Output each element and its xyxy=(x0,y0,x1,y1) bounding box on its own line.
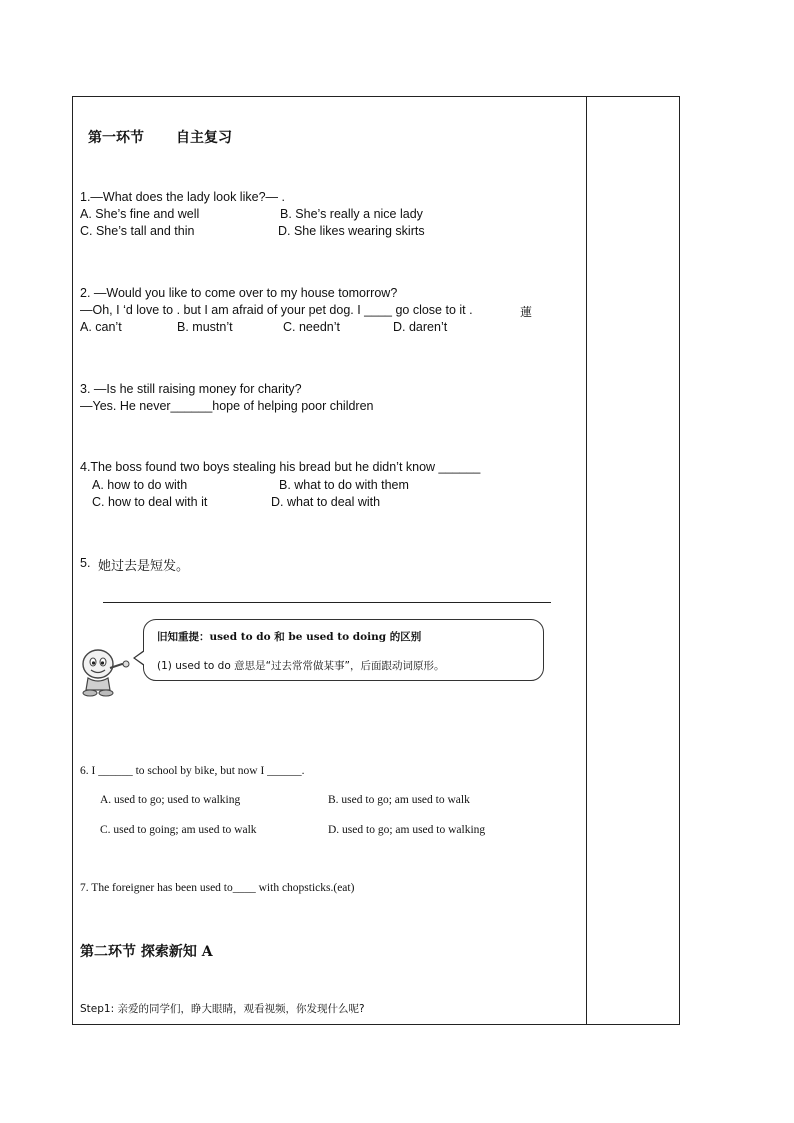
q2-mark: 蓮 xyxy=(520,305,533,319)
q6-option-d: D. used to go; am used to walking xyxy=(328,824,486,836)
mascot-icon xyxy=(80,646,134,698)
q1-option-b: B. She’s really a nice lady xyxy=(280,207,423,221)
section1-title: 自主复习 xyxy=(176,130,232,146)
q6-option-c: C. used to going; am used to walk xyxy=(100,824,257,836)
q1-stem: 1.—What does the lady look like?— . xyxy=(80,190,285,204)
q6-option-a: A. used to go; used to walking xyxy=(100,794,241,806)
q4-option-a: A. how to do with xyxy=(92,478,188,492)
q6-stem: 6. I ______ to school by bike, but now I ______. xyxy=(80,765,305,777)
column-divider xyxy=(586,96,587,1025)
q2-option-b: B. mustn’t xyxy=(177,320,233,334)
tip-title: 旧知重提：used to do 和 be used to doing 的区别 xyxy=(157,631,422,643)
q1-option-d: D. She likes wearing skirts xyxy=(278,224,425,238)
q2-option-a: A. can’t xyxy=(80,320,122,334)
q5-text: 她过去是短发。 xyxy=(98,559,190,574)
q7-text: 7. The foreigner has been used to____ with chopsticks.(eat) xyxy=(80,882,355,894)
q1-option-a: A. She’s fine and well xyxy=(80,207,200,221)
q1-option-c: C. She’s tall and thin xyxy=(80,224,195,238)
q4-stem: 4.The boss found two boys stealing his bread but he didn’t know ______ xyxy=(80,460,481,474)
q2-stem-line2: —Oh, I ‘d love to . but I am afraid of your pet dog. I ____ go close to it . xyxy=(80,303,473,317)
q5-number: 5. xyxy=(80,556,91,570)
q3-stem-line1: 3. —Is he still raising money for charity? xyxy=(80,382,302,396)
q3-stem-line2: —Yes. He never______hope of helping poor children xyxy=(80,399,374,413)
q4-option-c: C. how to deal with it xyxy=(92,495,208,509)
bubble-tail-fill xyxy=(135,651,145,665)
section2-title: 第二环节 探索新知 A xyxy=(80,944,213,960)
q4-option-b: B. what to do with them xyxy=(279,478,409,492)
q4-option-d: D. what to deal with xyxy=(271,495,381,509)
q2-option-d: D. daren’t xyxy=(393,320,448,334)
q2-option-c: C. needn’t xyxy=(283,320,340,334)
q6-option-b: B. used to go; am used to walk xyxy=(328,794,470,806)
tip-body: (1) used to do 意思是“过去常常做某事”，后面跟动词原形。 xyxy=(157,660,445,672)
q2-stem-line1: 2. —Would you like to come over to my house tomorrow? xyxy=(80,286,398,300)
section1-number: 第一环节 xyxy=(88,130,144,146)
q5-answer-line xyxy=(103,602,551,603)
step1-text: Step1: 亲爱的同学们，睁大眼睛，观看视频，你发现什么呢? xyxy=(80,1003,365,1015)
